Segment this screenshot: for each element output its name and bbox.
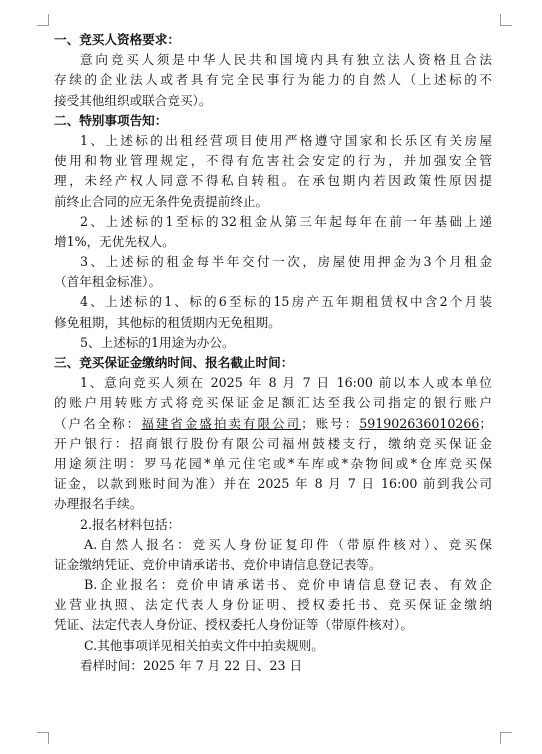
- text-segment: 使用和物业管理规定，不得有危害社会安定的行为，并加强安全管: [54, 153, 492, 169]
- text-line: [54, 434, 492, 454]
- text-segment: 5、上述标的1用途为办公。: [80, 334, 235, 350]
- section-heading: [54, 111, 492, 131]
- text-segment: （户名全称：: [54, 415, 142, 431]
- text-segment: 修免租期，其他标的租赁期内无免租期。: [54, 314, 281, 330]
- text-line: [54, 151, 492, 171]
- margin-corner-mark: [37, 14, 49, 26]
- section-heading: [54, 30, 492, 50]
- text-line: [54, 232, 492, 252]
- text-segment: 2.报名材料包括：: [80, 516, 181, 532]
- text-line: [54, 494, 492, 514]
- text-line: [54, 50, 492, 70]
- text-segment: 1、意向竞买人须在 2025 年 8 月 7 日 16:00 前以本人或本单位: [80, 375, 492, 391]
- text-segment: 办理报名手续。: [54, 496, 143, 512]
- text-segment: 二、特别事项告知：: [54, 112, 168, 128]
- text-segment: C.其他事项详见相关拍卖文件中拍卖规则。: [84, 637, 324, 653]
- text-line: [54, 292, 492, 312]
- text-line: [54, 393, 492, 413]
- text-line: [54, 70, 492, 90]
- text-line: [54, 333, 492, 353]
- text-segment: 证金，以款到账时间为准）并在 2025 年 8 月 7 日 16:00 前到我公司: [54, 476, 492, 492]
- text-segment: 凭证、法定代表人身份证、授权委托人身份证等（带原件核对）。: [54, 617, 413, 633]
- text-segment: 前终止合同的应无条件免责提前终止。: [54, 193, 269, 209]
- text-segment: B.企业报名：竞价申请承诺书、竞价申请信息登记表、有效企: [84, 577, 492, 593]
- text-segment: ；账号：: [301, 415, 360, 431]
- text-segment: 1、上述标的出租经营项目使用严格遵守国家和长乐区有关房屋: [80, 132, 492, 148]
- underlined-text: 福建省金盛拍卖有限公司: [141, 415, 302, 431]
- text-segment: 意向竞买人须是中华人民共和国境内具有独立法人资格且合法: [80, 52, 492, 68]
- text-segment: 存续的企业法人或者具有完全民事行为能力的自然人（上述标的不: [54, 72, 492, 88]
- text-line: [54, 575, 492, 595]
- text-line: [54, 474, 492, 494]
- text-line: [54, 414, 492, 434]
- margin-corner-mark: [500, 14, 512, 26]
- text-line: [54, 555, 492, 575]
- text-segment: 证金缴纳凭证、竞价申请承诺书、竞价申请信息登记表等。: [54, 556, 382, 572]
- text-segment: ；: [479, 415, 492, 431]
- text-line: [54, 252, 492, 272]
- margin-corner-mark: [500, 732, 512, 744]
- text-segment: 业营业执照、法定代表人身份证明、授权委托书、竞买保证金缴纳: [54, 597, 492, 613]
- text-line: [54, 313, 492, 333]
- text-line: [54, 212, 492, 232]
- text-segment: 2、上述标的1至标的32租金从第三年起每年在前一年基础上递: [80, 213, 492, 229]
- text-segment: 一、竞买人资格要求：: [54, 32, 180, 47]
- text-line: [54, 656, 492, 676]
- text-line: [54, 91, 492, 111]
- text-line: [54, 192, 492, 212]
- text-segment: 理，未经产权人同意不得私自转租。在承包期内若因政策性原因提: [54, 173, 492, 189]
- text-segment: 看样时间：2025 年 7 月 22 日、23 日: [80, 657, 303, 673]
- text-line: [54, 454, 492, 474]
- text-line: [54, 373, 492, 393]
- text-segment: （首年租金标准）。: [54, 274, 162, 290]
- text-line: [54, 535, 492, 555]
- text-line: [54, 171, 492, 191]
- text-segment: 的账户用转账方式将竞买保证金足额汇达至我公司指定的银行账户: [54, 395, 492, 411]
- text-segment: 三、竞买保证金缴纳时间、报名截止时间：: [54, 355, 294, 370]
- text-segment: 增1%，无优先权人。: [54, 233, 175, 249]
- text-line: [54, 272, 492, 292]
- text-line: [54, 595, 492, 615]
- margin-corner-mark: [37, 732, 49, 744]
- text-line: [54, 636, 492, 656]
- text-segment: A.自然人报名：竞买人身份证复印件（带原件核对）、竞买保: [84, 536, 492, 552]
- text-line: [54, 515, 492, 535]
- text-segment: 4、上述标的1、标的6至标的15房产五年期租赁权中含2个月装: [80, 294, 492, 310]
- section-heading: [54, 353, 492, 373]
- text-segment: 开户银行：招商银行股份有限公司福州鼓楼支行，缴纳竞买保证金: [54, 435, 492, 451]
- text-segment: 接受其他组织或联合竞买）。: [54, 92, 212, 108]
- text-line: [54, 131, 492, 151]
- underlined-text: 591902636010266: [359, 415, 480, 431]
- text-line: [54, 615, 492, 635]
- document-body: [54, 30, 492, 676]
- text-segment: 用途须注明：罗马花园*单元住宅或*车库或*杂物间或*仓库竞买保: [54, 455, 492, 471]
- text-segment: 3、上述标的租金每半年交付一次，房屋使用押金为3个月租金: [80, 254, 492, 270]
